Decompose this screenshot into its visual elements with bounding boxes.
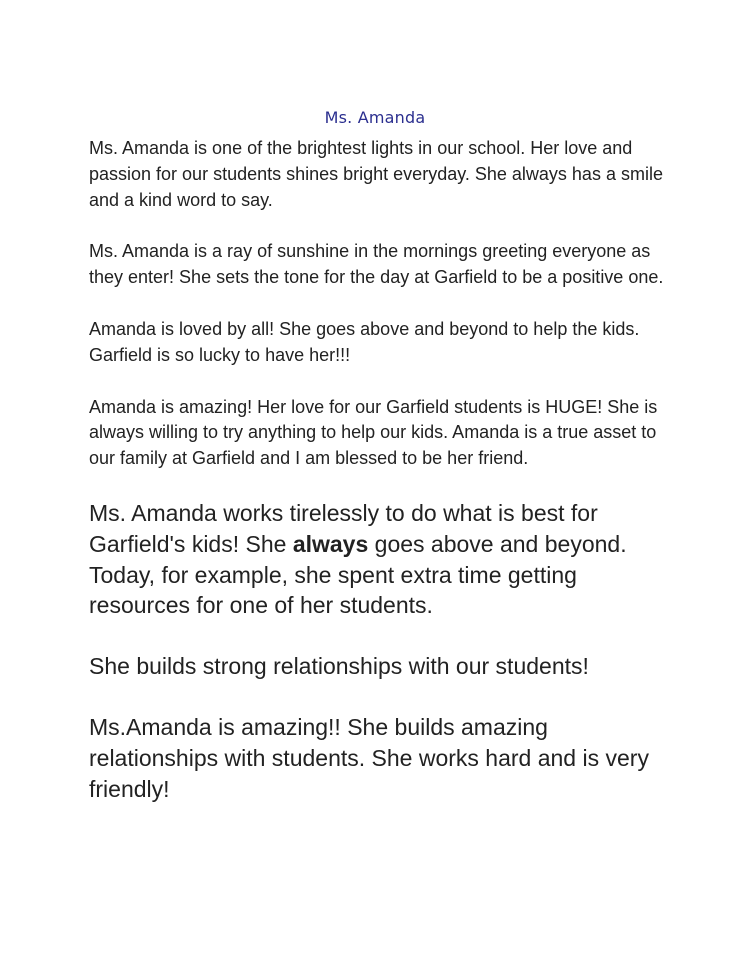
note-paragraph-1: Ms. Amanda is one of the brightest lights in our school. Her love and passion for our students shines bright everyday. She always has a smile and a kind word to say. [89,138,663,210]
note-paragraph-5-text-end: goes above and beyond. Today, for example, she spent extra time getting resources for one of her students. [89,530,627,619]
note-paragraph-2: Ms. Amanda is a ray of sunshine in the mornings greeting everyone as they enter! She sets the tone for the day at Garfield to be a positive one. [89,241,664,288]
note-paragraph-6: She builds strong relationships with our students! [89,653,589,680]
document-title: Ms. Amanda [324,108,426,127]
note-paragraph-3: Amanda is loved by all! She goes above and beyond to help the kids. Garfield is so lucky to have her!!! [89,318,640,365]
note-paragraph-5-emphasis: always [292,530,369,557]
note-paragraph-5 [89,498,679,621]
note-paragraph-4: Amanda is amazing! Her love for our Garfield students is HUGE! She is always willing to try anything to help our kids. Amanda is a true asset to our family at Garfield and I am blessed to be her friend. [89,396,658,469]
note-paragraph-7: Ms.Amanda is amazing!! She builds amazing relationships with students. She works hard and is very friendly! [89,713,649,802]
document-body [89,136,679,834]
note-paragraph-5-text-start: Ms. Amanda works tirelessly to do what is best for Garfield's kids! She [89,499,598,557]
